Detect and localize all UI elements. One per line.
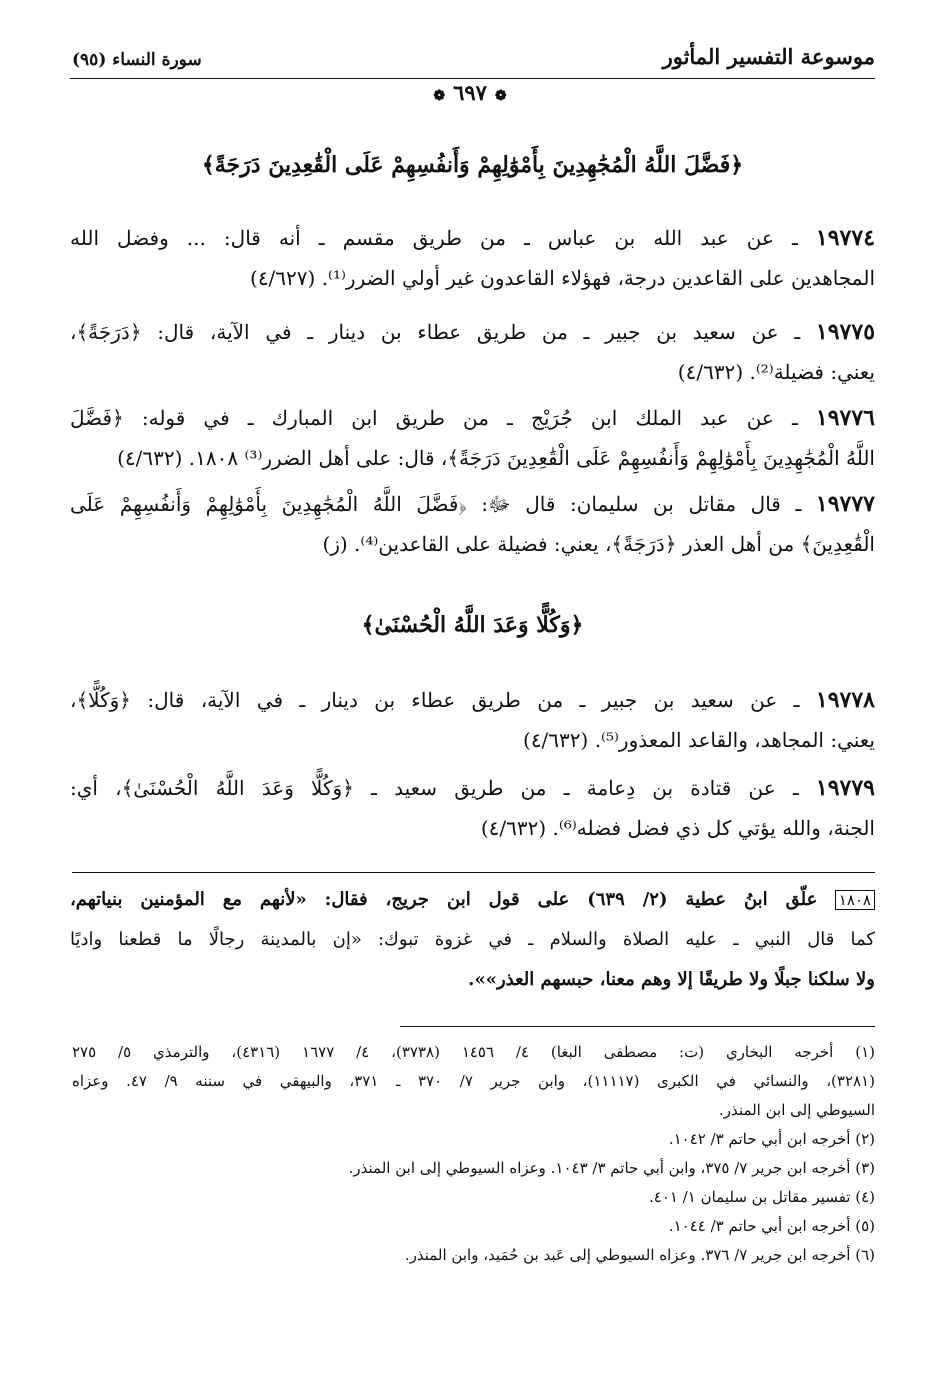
entry-text: ـ قال مقاتل بن سليمان: قال ﷻ: ﴿فَضَّلَ اللَّهُ الْمُجَٰهِدِينَ بِأَمْوَٰلِهِمْ وَأَنفُسِهِمْ عَلَى <box>70 492 802 516</box>
entry-line <box>70 808 875 848</box>
entry-text: الْقَٰعِدِينَ﴾ من أهل العذر ﴿دَرَجَةً﴾، يعني: فضيلة على القاعدين⁽⁴⁾. (ز) <box>322 532 875 556</box>
commentary-line <box>70 920 875 960</box>
entry <box>70 680 875 760</box>
entry-text: يعني: المجاهد، والقاعد المعذور⁽⁵⁾. (٤/٦٣٢) <box>523 728 875 752</box>
footnote-line: (٣٢٨١)، والنسائي في الكبرى (١١١١٧)، وابن جرير ٧/ ٣٧٠ ـ ٣٧١، والبيهقي في سننه ٩/ ٤٧. وعزاه <box>72 1072 875 1090</box>
surah-label: سورة النساء (٩٥) <box>72 50 202 70</box>
verse-heading: ﴿فَضَّلَ اللَّهُ الْمُجَٰهِدِينَ بِأَمْوَٰلِهِمْ وَأَنفُسِهِمْ عَلَى الْقَٰعِدِينَ دَرَجَةً﴾ <box>201 152 744 178</box>
entry-text: يعني: فضيلة⁽²⁾. (٤/٦٣٢) <box>677 360 875 384</box>
page-number: ٦٩٧ <box>453 80 487 105</box>
commentary-text: ولا سلكنا جبلًا ولا طريقًا إلا وهم معنا، حبسهم العذر»». <box>468 969 875 990</box>
entry-line <box>70 218 875 258</box>
note-number-box: ١٨٠٨ <box>835 890 875 910</box>
entry-line <box>70 720 875 760</box>
entry-number: ١٩٧٧٧ <box>815 491 875 517</box>
entry-line <box>70 768 875 808</box>
footnote-line: (٢) أخرجه ابن أبي حاتم ٣/ ١٠٤٢. <box>668 1130 875 1148</box>
footnote-line: (٤) تفسير مقاتل بن سليمان ١/ ٤٠١. <box>648 1188 875 1206</box>
footnote-line: (٣) أخرجه ابن جرير ٧/ ٣٧٥، وابن أبي حاتم ٣/ ١٠٤٣. وعزاه السيوطي إلى ابن المنذر. <box>348 1159 875 1177</box>
entry-text: اللَّهُ الْمُجَٰهِدِينَ بِأَمْوَٰلِهِمْ وَأَنفُسِهِمْ عَلَى الْقَٰعِدِينَ دَرَجَةً﴾، قال: على أهل الضرر⁽³⁾ ١٨٠٨. (٤/٦٣٢) <box>117 446 875 470</box>
footnotes <box>72 1038 875 1270</box>
entry-text: ـ عن عبد الملك ابن جُرَيْج ـ من طريق ابن المبارك ـ في قوله: ﴿فَضَّلَ <box>70 406 798 430</box>
ornament-icon: ❁ <box>494 88 507 104</box>
entry <box>70 398 875 478</box>
entry-number: ١٩٧٧٤ <box>815 225 875 251</box>
commentary-line <box>70 960 875 1000</box>
entry-text: ـ عن سعيد بن جبير ـ من طريق عطاء بن دينار ـ في الآية، قال: ﴿دَرَجَةً﴾، <box>70 320 801 344</box>
footnote-line: (٦) أخرجه ابن جرير ٧/ ٣٧٦. وعزاه السيوطي إلى عَبد بن حُمَيد، وابن المنذر. <box>404 1246 875 1264</box>
footnotes-rule <box>400 1026 875 1027</box>
entry-text: المجاهدين على القاعدين درجة، فهؤلاء القاعدون غير أولي الضرر⁽¹⁾. (٤/٦٢٧) <box>250 266 875 290</box>
entry-text: ـ عن سعيد بن جبير ـ من طريق عطاء بن دينار ـ في الآية، قال: ﴿وَكُلًّا﴾، <box>70 688 800 712</box>
entry-text: الجنة، والله يؤتي كل ذي فضل فضله⁽⁶⁾. (٤/٦٣٢) <box>480 816 875 840</box>
entry-number: ١٩٧٧٥ <box>815 319 875 345</box>
entry-line <box>70 484 875 524</box>
entry <box>70 768 875 848</box>
entry <box>70 218 875 298</box>
entry-line <box>70 438 875 478</box>
book-title: موسوعة التفسير المأثور <box>662 44 875 69</box>
entry <box>70 484 875 564</box>
commentary-line <box>70 880 875 920</box>
entry-number: ١٩٧٧٨ <box>815 687 875 713</box>
entry-line <box>70 352 875 392</box>
entry-text: ـ عن قتادة بن دِعامة ـ من طريق سعيد ـ ﴿وَكُلًّا وَعَدَ اللَّهُ الْحُسْنَىٰ﴾، أي: <box>70 776 799 800</box>
entry-line <box>70 312 875 352</box>
footnote-line: السيوطي إلى ابن المنذر. <box>719 1101 875 1119</box>
entry-line <box>70 398 875 438</box>
commentary-text: كما قال النبي ـ عليه الصلاة والسلام ـ في غزوة تبوك: «إن بالمدينة رجالًا ما قطعنا واديًا <box>70 929 875 950</box>
entry-number: ١٩٧٧٩ <box>815 775 875 801</box>
footnote-line: (٥) أخرجه ابن أبي حاتم ٣/ ١٠٤٤. <box>668 1217 875 1235</box>
entry-line <box>70 524 875 564</box>
verse-heading: ﴿وَكُلًّا وَعَدَ اللَّهُ الْحُسْنَىٰ﴾ <box>361 612 584 638</box>
entry-line <box>70 258 875 298</box>
commentary-text: علّق ابنُ عطية (٢/ ٦٣٩) على قول ابن جريج، فقال: «لأنهم مع المؤمنين بنياتهم، <box>70 889 818 910</box>
entry-line <box>70 680 875 720</box>
ornament-icon: ❁ <box>433 88 446 104</box>
commentary-rule <box>72 872 875 873</box>
page-number-block <box>380 80 560 105</box>
footnote-line: (١) أخرجه البخاري (ت: مصطفى البغا) ٤/ ١٤٥٦ (٣٧٣٨)، ٤/ ١٦٧٧ (٤٣١٦)، والترمذي ٥/ ٢٧٥ <box>72 1043 875 1061</box>
entry <box>70 312 875 392</box>
commentary-note <box>70 880 875 1000</box>
entry-number: ١٩٧٧٦ <box>815 405 875 431</box>
entry-text: ـ عن عبد الله بن عباس ـ من طريق مقسم ـ أنه قال: ... وفضل الله <box>70 226 798 250</box>
header-rule <box>70 78 875 79</box>
